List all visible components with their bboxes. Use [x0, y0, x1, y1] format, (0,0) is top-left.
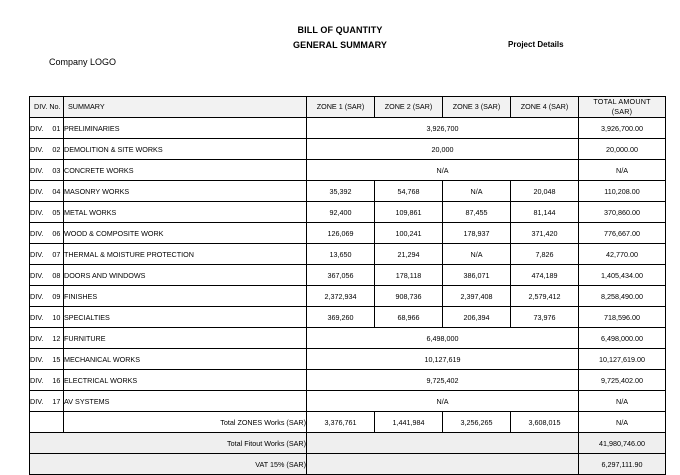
column-header-div-no: DIV. No.	[30, 97, 64, 118]
cell-div-no	[30, 328, 64, 349]
cell-summary: FINISHES	[64, 286, 307, 307]
total-fitout-works-label: Total Fitout Works (SAR)	[30, 433, 307, 454]
div-number: 17	[52, 396, 61, 406]
cell-empty	[307, 454, 579, 475]
table-row	[30, 286, 666, 307]
cell-div-no	[30, 391, 64, 412]
cell-zones-merged-value: N/A	[307, 160, 579, 181]
total-zones-zone-4-value: 3,608,015	[511, 412, 579, 433]
cell-empty	[30, 412, 64, 433]
cell-total-amount: 3,926,700.00	[579, 118, 666, 139]
total-zones-works-row	[30, 412, 666, 433]
cell-zone-3-value: N/A	[443, 244, 511, 265]
vat-label: VAT 15% (SAR)	[30, 454, 307, 475]
cell-zone-3-value: 206,394	[443, 307, 511, 328]
cell-summary: SPECIALTIES	[64, 307, 307, 328]
cell-total-amount: 776,667.00	[579, 223, 666, 244]
cell-total-amount: 8,258,490.00	[579, 286, 666, 307]
total-zones-zone-3-value: 3,256,265	[443, 412, 511, 433]
div-prefix: DIV.	[30, 270, 44, 280]
div-prefix: DIV.	[30, 207, 44, 217]
table-row	[30, 223, 666, 244]
div-prefix: DIV.	[30, 375, 44, 385]
div-prefix: DIV.	[30, 144, 44, 154]
total-fitout-works-amount: 41,980,746.00	[579, 433, 666, 454]
cell-zone-2-value: 68,966	[375, 307, 443, 328]
cell-zone-1-value: 369,260	[307, 307, 375, 328]
cell-zone-3-value: 386,071	[443, 265, 511, 286]
cell-zone-1-value: 367,056	[307, 265, 375, 286]
cell-zone-1-value: 92,400	[307, 202, 375, 223]
cell-summary: CONCRETE WORKS	[64, 160, 307, 181]
cell-summary: THERMAL & MOISTURE PROTECTION	[64, 244, 307, 265]
cell-zone-2-value: 908,736	[375, 286, 443, 307]
div-prefix: DIV.	[30, 312, 44, 322]
div-number: 05	[52, 207, 61, 217]
document-title: BILL OF QUANTITY	[297, 25, 383, 35]
div-number: 02	[52, 144, 61, 154]
cell-div-no	[30, 349, 64, 370]
cell-summary: AV SYSTEMS	[64, 391, 307, 412]
cell-summary: WOOD & COMPOSITE WORK	[64, 223, 307, 244]
div-prefix: DIV.	[30, 228, 44, 238]
div-number: 01	[52, 123, 61, 133]
column-header-total-amount-line1: TOTAL AMOUNT	[593, 97, 651, 106]
total-zones-zone-2-value: 1,441,984	[375, 412, 443, 433]
cell-zone-2-value: 21,294	[375, 244, 443, 265]
column-header-zone-2: ZONE 2 (SAR)	[375, 97, 443, 118]
cell-div-no	[30, 202, 64, 223]
div-number: 03	[52, 165, 61, 175]
cell-total-amount: 718,596.00	[579, 307, 666, 328]
cell-zones-merged-value: N/A	[307, 391, 579, 412]
cell-zone-3-value: 2,397,408	[443, 286, 511, 307]
cell-total-amount: N/A	[579, 391, 666, 412]
cell-zone-4-value: 371,420	[511, 223, 579, 244]
cell-div-no	[30, 223, 64, 244]
cell-div-no	[30, 244, 64, 265]
div-prefix: DIV.	[30, 249, 44, 259]
div-prefix: DIV.	[30, 396, 44, 406]
cell-total-amount: 1,405,434.00	[579, 265, 666, 286]
cell-summary: MECHANICAL WORKS	[64, 349, 307, 370]
total-zones-total-amount: N/A	[579, 412, 666, 433]
cell-summary: METAL WORKS	[64, 202, 307, 223]
document-subtitle: GENERAL SUMMARY	[292, 40, 387, 50]
column-header-summary: SUMMARY	[64, 97, 307, 118]
cell-zone-2-value: 109,861	[375, 202, 443, 223]
cell-empty	[307, 433, 579, 454]
column-header-total-amount-line2: (SAR)	[611, 107, 633, 116]
total-fitout-works-row	[30, 433, 666, 454]
cell-zones-merged-value: 3,926,700	[307, 118, 579, 139]
div-number: 06	[52, 228, 61, 238]
div-number: 16	[52, 375, 61, 385]
cell-zone-4-value: 73,976	[511, 307, 579, 328]
table-row	[30, 391, 666, 412]
cell-zones-merged-value: 9,725,402	[307, 370, 579, 391]
cell-total-amount: 6,498,000.00	[579, 328, 666, 349]
div-number: 15	[52, 354, 61, 364]
cell-zone-4-value: 474,189	[511, 265, 579, 286]
cell-zone-4-value: 81,144	[511, 202, 579, 223]
cell-zone-4-value: 7,826	[511, 244, 579, 265]
document-header	[0, 0, 680, 92]
cell-zones-merged-value: 6,498,000	[307, 328, 579, 349]
cell-zone-3-value: 178,937	[443, 223, 511, 244]
cell-zone-2-value: 178,118	[375, 265, 443, 286]
table-row	[30, 349, 666, 370]
cell-summary: ELECTRICAL WORKS	[64, 370, 307, 391]
cell-zone-1-value: 2,372,934	[307, 286, 375, 307]
div-prefix: DIV.	[30, 186, 44, 196]
vat-row	[30, 454, 666, 475]
cell-div-no	[30, 265, 64, 286]
table-row	[30, 202, 666, 223]
cell-zones-merged-value: 10,127,619	[307, 349, 579, 370]
div-number: 07	[52, 249, 61, 259]
cell-div-no	[30, 370, 64, 391]
table-row	[30, 328, 666, 349]
table-body	[30, 118, 666, 475]
bill-of-quantity-table	[29, 96, 666, 475]
table-row	[30, 370, 666, 391]
div-number: 10	[52, 312, 61, 322]
table-header	[30, 97, 666, 118]
cell-zone-1-value: 35,392	[307, 181, 375, 202]
cell-zone-1-value: 13,650	[307, 244, 375, 265]
column-header-zone-3: ZONE 3 (SAR)	[443, 97, 511, 118]
column-header-zone-4: ZONE 4 (SAR)	[511, 97, 579, 118]
table-header-row	[30, 97, 666, 118]
project-details-label: Project Details	[508, 40, 564, 49]
cell-div-no	[30, 160, 64, 181]
cell-summary: MASONRY WORKS	[64, 181, 307, 202]
div-prefix: DIV.	[30, 333, 44, 343]
cell-zone-3-value: 87,455	[443, 202, 511, 223]
cell-div-no	[30, 118, 64, 139]
cell-summary: DOORS AND WINDOWS	[64, 265, 307, 286]
cell-total-amount: 9,725,402.00	[579, 370, 666, 391]
cell-zone-2-value: 100,241	[375, 223, 443, 244]
cell-zone-1-value: 126,069	[307, 223, 375, 244]
cell-zone-4-value: 2,579,412	[511, 286, 579, 307]
div-number: 09	[52, 291, 61, 301]
div-prefix: DIV.	[30, 354, 44, 364]
cell-div-no	[30, 286, 64, 307]
bill-of-quantity-table-wrapper	[29, 96, 665, 475]
cell-summary: FURNITURE	[64, 328, 307, 349]
total-zones-zone-1-value: 3,376,761	[307, 412, 375, 433]
table-row	[30, 181, 666, 202]
cell-zone-3-value: N/A	[443, 181, 511, 202]
table-row	[30, 244, 666, 265]
cell-total-amount: 42,770.00	[579, 244, 666, 265]
cell-div-no	[30, 181, 64, 202]
total-zones-works-label: Total ZONES Works (SAR)	[64, 412, 307, 433]
company-logo-placeholder: Company LOGO	[49, 57, 117, 67]
cell-total-amount: 370,860.00	[579, 202, 666, 223]
div-prefix: DIV.	[30, 165, 44, 175]
div-number: 12	[52, 333, 61, 343]
cell-summary: DEMOLITION & SITE WORKS	[64, 139, 307, 160]
cell-total-amount: 20,000.00	[579, 139, 666, 160]
cell-zone-4-value: 20,048	[511, 181, 579, 202]
div-prefix: DIV.	[30, 291, 44, 301]
column-header-total-amount	[579, 97, 666, 118]
cell-zone-2-value: 54,768	[375, 181, 443, 202]
div-prefix: DIV.	[30, 123, 44, 133]
div-number: 08	[52, 270, 61, 280]
table-row	[30, 160, 666, 181]
cell-div-no	[30, 307, 64, 328]
cell-summary: PRELIMINARIES	[64, 118, 307, 139]
cell-total-amount: 10,127,619.00	[579, 349, 666, 370]
table-row	[30, 139, 666, 160]
column-header-zone-1: ZONE 1 (SAR)	[307, 97, 375, 118]
vat-amount: 6,297,111.90	[579, 454, 666, 475]
cell-div-no	[30, 139, 64, 160]
table-row	[30, 307, 666, 328]
div-number: 04	[52, 186, 61, 196]
table-row	[30, 118, 666, 139]
cell-total-amount: 110,208.00	[579, 181, 666, 202]
cell-zones-merged-value: 20,000	[307, 139, 579, 160]
cell-total-amount: N/A	[579, 160, 666, 181]
table-row	[30, 265, 666, 286]
